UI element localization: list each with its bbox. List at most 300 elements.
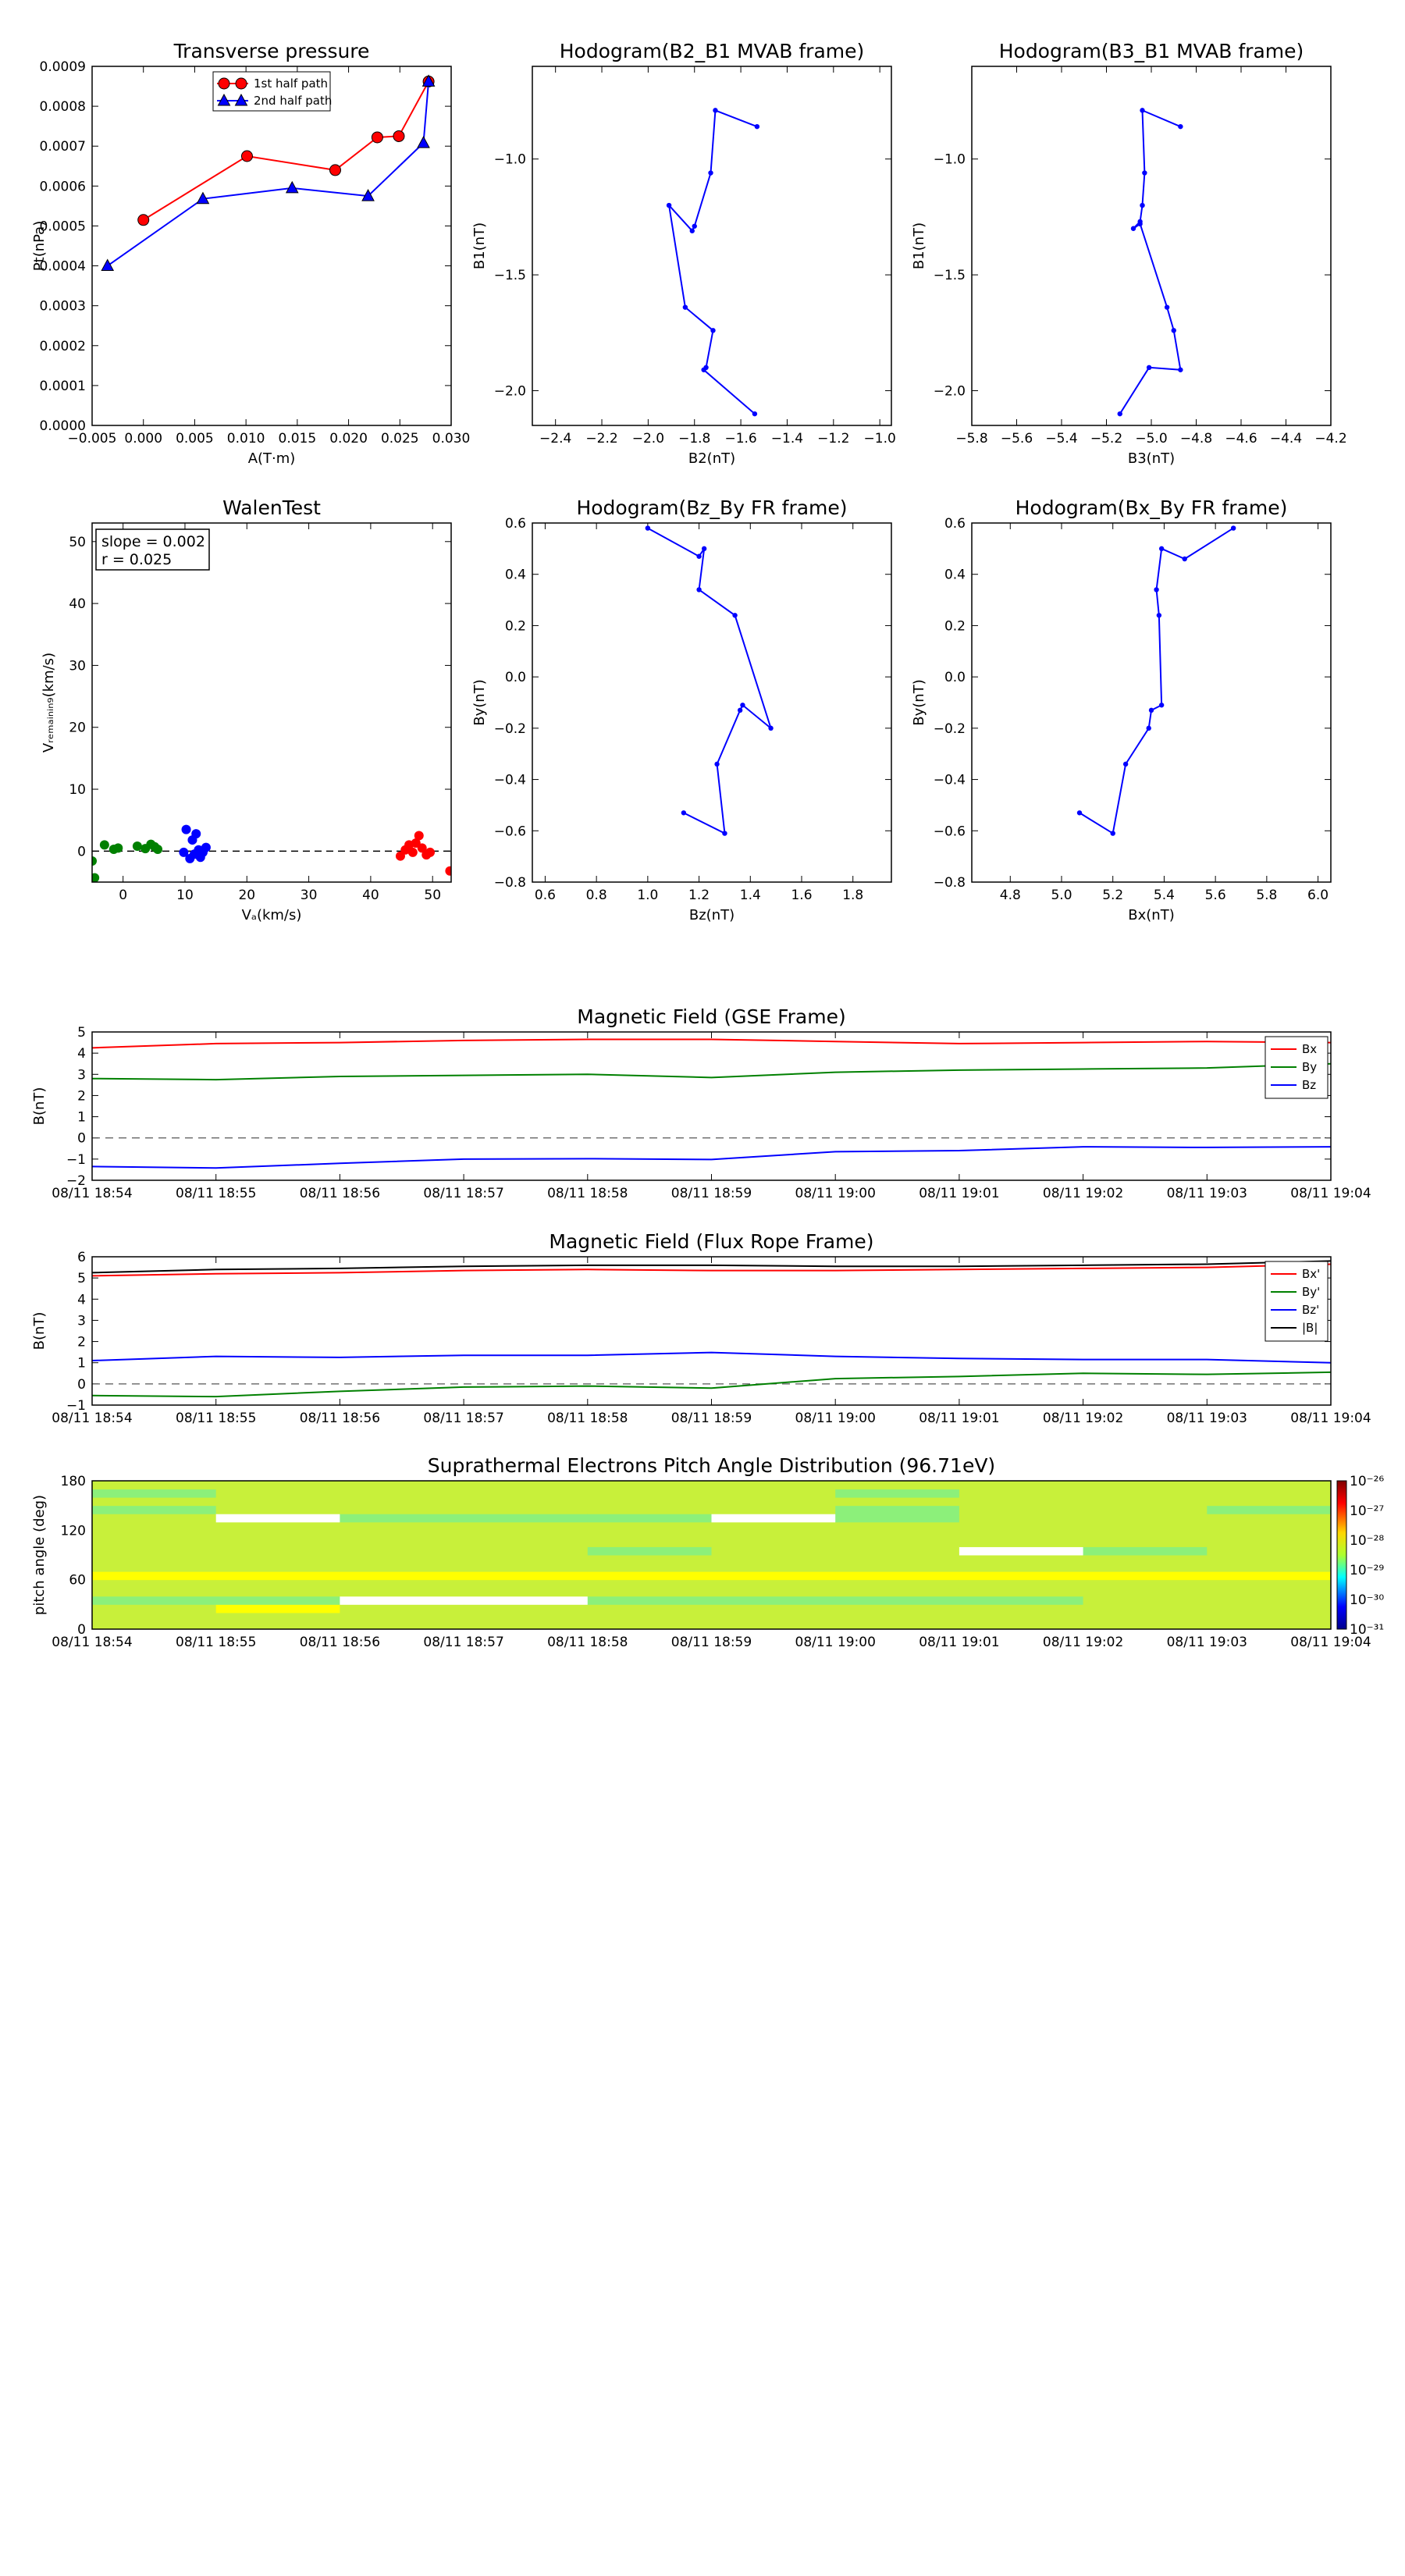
panel-8-heatmap-cell: [712, 1514, 836, 1522]
panel-8-heatmap-cell: [835, 1514, 959, 1522]
panel-0-point: [286, 182, 298, 193]
panel-4-title: Hodogram(Bz_By FR frame): [576, 496, 848, 519]
panel-5-xtick-label: 6.0: [1307, 888, 1329, 903]
panel-4-point: [738, 708, 742, 713]
panel-8-ytick-label: 120: [60, 1523, 86, 1539]
panel-2-ylabel: B1(nT): [911, 222, 927, 270]
panel-4-point: [740, 703, 745, 707]
panel-8-heatmap-cell: [216, 1564, 340, 1572]
panel-2-point: [1147, 365, 1151, 370]
panel-3-xtick-label: 30: [300, 888, 318, 903]
panel-6-ytick-label: 5: [77, 1025, 86, 1041]
panel-8-heatmap-cell: [216, 1497, 340, 1506]
panel-0-frame: [92, 66, 451, 425]
panel-2-xtick-label: −4.4: [1269, 431, 1303, 447]
panel-8-heatmap-cell: [712, 1596, 836, 1605]
panel-0-ytick-label: 0.0008: [39, 99, 86, 116]
panel-4-ylabel: By(nT): [471, 679, 488, 726]
panel-8-heatmap-cell: [92, 1497, 216, 1506]
panel-1-frame: [532, 66, 891, 425]
panel-8-heatmap-cell: [340, 1481, 464, 1489]
panel-4-ytick-label: 0.6: [504, 516, 526, 532]
panel-1-ytick-label: −1.5: [493, 268, 526, 284]
panel-8-heatmap-cell: [464, 1514, 588, 1522]
panel-8-xtick-label: 08/11 18:56: [299, 1635, 381, 1650]
panel-6-xtick-label: 08/11 18:55: [176, 1186, 257, 1201]
panel-1-xtick-label: −1.4: [770, 431, 804, 447]
panel-3-xtick-label: 10: [176, 888, 194, 903]
panel-8-heatmap-cell: [216, 1506, 340, 1514]
panel-8-heatmap-cell: [712, 1580, 836, 1589]
panel-7-xtick-label: 08/11 19:00: [795, 1411, 876, 1426]
panel-5-ytick-label: 0.0: [944, 670, 966, 686]
panel-8-colorbar-label: 10⁻²⁸: [1350, 1533, 1385, 1549]
panel-4-xtick-label: 1.4: [739, 888, 761, 903]
panel-2-point: [1140, 108, 1144, 112]
panel-8-xtick-label: 08/11 18:55: [176, 1635, 257, 1650]
panel-3-xtick-label: 50: [424, 888, 442, 903]
panel-8-heatmap-cell: [216, 1522, 340, 1531]
panel-8-heatmap-cell: [340, 1580, 464, 1589]
panel-8-heatmap-cell: [464, 1571, 588, 1580]
panel-8-heatmap-cell: [1207, 1522, 1331, 1531]
panel-3-frame: [92, 523, 451, 882]
panel-8-heatmap-cell: [959, 1564, 1083, 1572]
panel-8-heatmap-cell: [464, 1530, 588, 1539]
panel-2-ytick-label: −1.0: [933, 151, 966, 168]
panel-8-heatmap-cell: [712, 1564, 836, 1572]
panel-8-heatmap-cell: [712, 1621, 836, 1629]
panel-8-heatmap-cell: [959, 1571, 1083, 1580]
panel-3-series-2: [396, 831, 454, 876]
panel-8-heatmap-cell: [835, 1621, 959, 1629]
panel-8-heatmap-cell: [1207, 1489, 1331, 1498]
panel-0-xtick-label: 0.010: [226, 431, 265, 447]
panel-8-heatmap-cell: [959, 1588, 1083, 1596]
panel-5-xlabel: Bx(nT): [1128, 907, 1175, 923]
panel-5-ytick-label: −0.8: [933, 875, 966, 891]
panel-3-series-0: [87, 840, 162, 883]
panel-4-point: [722, 831, 727, 835]
panel-0-legend-marker: [219, 78, 229, 89]
panel-1-series-0: [667, 108, 759, 416]
panel-8-heatmap-cell: [464, 1564, 588, 1572]
panel-6-series-1-line: [92, 1064, 1331, 1080]
panel-7-xtick-label: 08/11 18:56: [299, 1411, 381, 1426]
panel-8-heatmap-cell: [835, 1489, 959, 1498]
panel-8-heatmap-cell: [340, 1613, 464, 1621]
panel-0-ytick-label: 0.0009: [39, 59, 86, 75]
panel-4-series-0: [646, 525, 774, 835]
panel-0-xlabel: A(T·m): [247, 450, 296, 467]
panel-8-heatmap-cell: [1207, 1596, 1331, 1605]
panel-1-ytick-label: −2.0: [493, 383, 526, 400]
panel-2-point: [1165, 304, 1169, 309]
panel-8-heatmap-cell: [92, 1546, 216, 1555]
panel-3-point: [445, 866, 454, 876]
panel-0-point: [393, 130, 404, 141]
panel-8-xtick-label: 08/11 19:04: [1290, 1635, 1371, 1650]
panel-3-point: [201, 843, 211, 852]
panel-2-ytick-label: −1.5: [933, 268, 966, 284]
panel-8-heatmap-cell: [712, 1613, 836, 1621]
panel-8-colorbar-label: 10⁻³⁰: [1350, 1592, 1385, 1608]
panel-4-point: [646, 525, 650, 530]
panel-7-xtick-label: 08/11 18:59: [670, 1411, 752, 1426]
panel-5-xtick-label: 5.8: [1256, 888, 1278, 903]
panel-0-xtick-label: 0.030: [432, 431, 471, 447]
panel-1-point: [752, 411, 757, 416]
panel-5-point: [1149, 708, 1154, 713]
panel-6-ytick-label: 1: [77, 1109, 86, 1126]
panel-5-point: [1157, 613, 1161, 617]
panel-5-ytick-label: −0.6: [933, 824, 966, 840]
panel-8-heatmap-cell: [959, 1613, 1083, 1621]
panel-5-ytick-label: −0.2: [933, 720, 966, 737]
panel-8-heatmap-cell: [588, 1571, 712, 1580]
panel-8-heatmap-cell: [1083, 1489, 1208, 1498]
panel-2-xtick-label: −5.8: [955, 431, 988, 447]
panel-8-heatmap-cell: [712, 1539, 836, 1547]
panel-1-xtick-label: −1.6: [724, 431, 757, 447]
panel-5-ytick-label: 0.2: [944, 618, 966, 635]
panel-3-ytick-label: 50: [69, 534, 86, 550]
panel-8-colorbar-label: 10⁻³¹: [1350, 1622, 1385, 1638]
panel-8-heatmap-cell: [1083, 1506, 1208, 1514]
panel-8-heatmap-cell: [1207, 1530, 1331, 1539]
panel-8-heatmap-cell: [340, 1596, 464, 1605]
panel-8-heatmap-cell: [959, 1522, 1083, 1531]
panel-4-ytick-label: −0.8: [493, 875, 526, 891]
panel-4-point: [681, 810, 686, 815]
panel-8-heatmap-cell: [464, 1555, 588, 1564]
panel-3-ytick-label: 20: [69, 720, 86, 736]
panel-4-point: [768, 726, 773, 731]
panel-3-title: WalenTest: [222, 496, 321, 519]
panel-6-xtick-label: 08/11 19:03: [1166, 1186, 1247, 1201]
panel-8-heatmap-cell: [464, 1604, 588, 1613]
panel-5-point: [1183, 557, 1187, 561]
panel-0-legend-label: 1st half path: [254, 76, 329, 91]
panel-8-heatmap-cell: [340, 1539, 464, 1547]
panel-8-heatmap-cell: [835, 1539, 959, 1547]
panel-8-heatmap-cell: [588, 1596, 712, 1605]
panel-8-heatmap-cell: [1083, 1564, 1208, 1572]
panel-6-xtick-label: 08/11 18:54: [52, 1186, 133, 1201]
panel-8-heatmap-cell: [340, 1555, 464, 1564]
panel-1-xlabel: B2(nT): [688, 450, 736, 467]
panel-8-heatmap-cell: [216, 1596, 340, 1605]
panel-8-heatmap-cell: [959, 1539, 1083, 1547]
panel-2-series-0: [1118, 108, 1183, 416]
panel-6-legend-label: Bz: [1302, 1078, 1317, 1092]
panel-8-heatmap-cell: [712, 1497, 836, 1506]
panel-8-heatmap-cell: [835, 1481, 959, 1489]
panel-3-series-1: [179, 825, 211, 863]
panel-8-heatmap-cell: [1207, 1497, 1331, 1506]
panel-5-point: [1077, 810, 1082, 815]
panel-2-point: [1178, 124, 1183, 129]
panel-7-ytick-label: 0: [77, 1376, 86, 1393]
panel-7-ytick-label: 4: [77, 1292, 86, 1308]
panel-2-xtick-label: −5.2: [1090, 431, 1123, 447]
panel-0-ytick-label: 0.0005: [39, 219, 86, 235]
panel-8-heatmap-cell: [1207, 1588, 1331, 1596]
panel-1-series-0-line: [669, 110, 757, 414]
panel-8-heatmap-cell: [1083, 1539, 1208, 1547]
panel-0-xtick-label: 0.020: [329, 431, 368, 447]
panel-8-heatmap-cell: [712, 1604, 836, 1613]
panel-8-heatmap-cell: [464, 1580, 588, 1589]
panel-2-xtick-label: −5.4: [1045, 431, 1078, 447]
panel-8-heatmap-cell: [340, 1489, 464, 1498]
panel-7-ytick-label: −1: [66, 1398, 86, 1414]
panel-4-frame: [532, 523, 891, 882]
panel-5-ytick-label: 0.4: [944, 567, 966, 583]
panel-6-ytick-label: 3: [77, 1067, 86, 1083]
panel-7-legend-label: Bx': [1302, 1267, 1321, 1281]
panel-8-heatmap-cell: [835, 1588, 959, 1596]
panel-3-xtick-label: 0: [119, 888, 128, 903]
panel-8-heatmap-cell: [464, 1621, 588, 1629]
panel-8-heatmap-cell: [1083, 1621, 1208, 1629]
panel-8-heatmap-cell: [959, 1530, 1083, 1539]
panel-8-heatmap-cell: [712, 1571, 836, 1580]
panel-8-heatmap-cell: [92, 1489, 216, 1498]
panel-7-legend-label: |B|: [1302, 1321, 1318, 1335]
panel-3-annotation-line: r = 0.025: [101, 551, 173, 568]
panel-8-heatmap-cell: [959, 1497, 1083, 1506]
panel-8-heatmap-cell: [1207, 1546, 1331, 1555]
panel-8-heatmap-cell: [835, 1596, 959, 1605]
panel-4-xtick-label: 0.8: [585, 888, 607, 903]
panel-3-point: [113, 843, 123, 852]
panel-1-xtick-label: −1.2: [817, 431, 850, 447]
panel-3-annotation-line: slope = 0.002: [101, 533, 205, 550]
panel-8-heatmap-cell: [588, 1530, 712, 1539]
panel-8-heatmap-cell: [92, 1571, 216, 1580]
panel-0-ytick-label: 0.0003: [39, 298, 86, 315]
panel-4-ytick-label: −0.4: [493, 772, 526, 788]
panel-8-heatmap-cell: [1083, 1514, 1208, 1522]
panel-8-heatmap-cell: [835, 1613, 959, 1621]
panel-1-point: [683, 304, 688, 309]
panel-8-ytick-label: 60: [69, 1572, 86, 1589]
panel-0-point: [372, 132, 382, 143]
panel-8-heatmap-cell: [464, 1497, 588, 1506]
panel-8-heatmap-cell: [959, 1621, 1083, 1629]
panel-1-xtick-label: −2.4: [539, 431, 572, 447]
panel-8-ylabel: pitch angle (deg): [31, 1494, 48, 1616]
panel-0-ytick-label: 0.0004: [39, 258, 86, 275]
panel-8-heatmap-cell: [712, 1546, 836, 1555]
panel-4-ytick-label: −0.6: [493, 824, 526, 840]
panel-5-series-0: [1077, 525, 1236, 835]
panel-8-heatmap-cell: [340, 1588, 464, 1596]
panel-6-ytick-label: 2: [77, 1088, 86, 1105]
panel-3-ytick-label: 10: [69, 782, 86, 799]
panel-8-heatmap-cell: [712, 1522, 836, 1531]
panel-7-xtick-label: 08/11 19:01: [919, 1411, 1000, 1426]
panel-3-ytick-label: 0: [77, 844, 86, 860]
panel-2-frame: [972, 66, 1331, 425]
panel-4-xtick-label: 1.2: [688, 888, 710, 903]
panel-7-series-2-line: [92, 1353, 1331, 1363]
panel-8-heatmap-cell: [1207, 1555, 1331, 1564]
panel-3-point: [414, 831, 424, 841]
panel-8-heatmap-cell: [712, 1555, 836, 1564]
panel-6-xtick-label: 08/11 19:04: [1290, 1186, 1371, 1201]
panel-4-point: [696, 554, 701, 559]
panel-5-ytick-label: 0.6: [944, 516, 966, 532]
panel-4-xtick-label: 1.0: [637, 888, 659, 903]
panel-0-xtick-label: 0.000: [124, 431, 163, 447]
panel-8-colorbar: [1337, 1481, 1346, 1629]
panel-7-ytick-label: 5: [77, 1271, 86, 1287]
panel-8-colorbar-label: 10⁻²⁷: [1350, 1503, 1385, 1519]
panel-7-ytick-label: 2: [77, 1334, 86, 1350]
panel-7-series-1-line: [92, 1372, 1331, 1397]
panel-8-heatmap-cell: [464, 1613, 588, 1621]
panel-8-heatmap-cell: [588, 1580, 712, 1589]
panel-8-heatmap-cell: [464, 1481, 588, 1489]
panel-1-point: [710, 328, 715, 333]
panel-8-heatmap-cell: [92, 1604, 216, 1613]
panel-5-point: [1159, 546, 1164, 551]
panel-8-heatmap-cell: [92, 1580, 216, 1589]
panel-5-title: Hodogram(Bx_By FR frame): [1015, 496, 1288, 519]
panel-5-point: [1147, 726, 1151, 731]
panel-2-point: [1137, 222, 1142, 226]
panel-8-ytick-label: 180: [60, 1474, 86, 1489]
panel-6-xtick-label: 08/11 18:59: [670, 1186, 752, 1201]
panel-7-xtick-label: 08/11 19:04: [1290, 1411, 1371, 1426]
panel-8-heatmap-cell: [92, 1514, 216, 1522]
panel-8-heatmap-cell: [92, 1539, 216, 1547]
panel-8-heatmap-cell: [959, 1580, 1083, 1589]
panel-3-xtick-label: 20: [238, 888, 256, 903]
panel-4-ytick-label: −0.2: [493, 720, 526, 737]
panel-7-xtick-label: 08/11 18:58: [547, 1411, 628, 1426]
panel-5-series-0-line: [1080, 528, 1233, 834]
panel-1-xtick-label: −2.0: [631, 431, 665, 447]
panel-8-heatmap-cell: [216, 1539, 340, 1547]
panel-6-legend-label: By: [1302, 1060, 1318, 1074]
panel-5-xtick-label: 5.6: [1204, 888, 1226, 903]
panel-8-heatmap-cell: [835, 1555, 959, 1564]
panel-8-heatmap-cell: [216, 1613, 340, 1621]
panel-6-title: Magnetic Field (GSE Frame): [577, 1005, 846, 1028]
panel-4-point: [732, 613, 737, 617]
panel-4-ytick-label: 0.2: [504, 618, 526, 635]
panel-3-point: [182, 825, 191, 834]
panel-0-point: [138, 215, 149, 226]
panel-8-heatmap-cell: [1207, 1580, 1331, 1589]
panel-6-xtick-label: 08/11 19:00: [795, 1186, 876, 1201]
panel-0-xtick-label: 0.015: [278, 431, 317, 447]
panel-8-heatmap-cell: [1207, 1506, 1331, 1514]
panel-8-xtick-label: 08/11 19:00: [795, 1635, 876, 1650]
panel-5-frame: [972, 523, 1331, 882]
panel-1-xtick-label: −2.2: [585, 431, 618, 447]
panel-8-heatmap-cell: [1207, 1621, 1331, 1629]
panel-8-heatmap-cell: [1083, 1555, 1208, 1564]
panel-7-xtick-label: 08/11 18:55: [176, 1411, 257, 1426]
panel-8-heatmap-cell: [588, 1555, 712, 1564]
panel-8-colorbar-label: 10⁻²⁶: [1350, 1474, 1385, 1489]
panel-8-heatmap-cell: [216, 1514, 340, 1522]
panel-8-heatmap-cell: [464, 1539, 588, 1547]
panel-1-point: [692, 224, 697, 229]
panel-8-heatmap-cell: [340, 1497, 464, 1506]
panel-8-heatmap-cell: [92, 1621, 216, 1629]
panel-5-xtick-label: 5.0: [1051, 888, 1072, 903]
panel-1-ytick-label: −1.0: [493, 151, 526, 168]
panel-8-heatmap-cell: [1083, 1481, 1208, 1489]
panel-4-point: [702, 546, 706, 551]
panel-8-heatmap-cell: [588, 1489, 712, 1498]
panel-8-heatmap-cell: [92, 1506, 216, 1514]
panel-1-xtick-label: −1.0: [863, 431, 896, 447]
panel-6-series-0-line: [92, 1040, 1331, 1048]
panel-8-heatmap-cell: [1207, 1604, 1331, 1613]
panel-0-ytick-label: 0.0001: [39, 378, 86, 394]
panel-8-heatmap-cell: [340, 1621, 464, 1629]
panel-8-heatmap-cell: [1083, 1546, 1208, 1555]
panel-4-xtick-label: 1.8: [842, 888, 864, 903]
panel-5-xtick-label: 5.4: [1153, 888, 1175, 903]
panel-1-ylabel: B1(nT): [471, 222, 488, 270]
panel-8-heatmap-cell: [835, 1580, 959, 1589]
panel-8-heatmap-cell: [340, 1530, 464, 1539]
panel-0-ytick-label: 0.0002: [39, 338, 86, 354]
panel-8-heatmap-cell: [1083, 1530, 1208, 1539]
panel-8-heatmap-cell: [588, 1588, 712, 1596]
panel-7-xtick-label: 08/11 18:54: [52, 1411, 133, 1426]
panel-8-heatmap-cell: [340, 1522, 464, 1531]
panel-8-heatmap-cell: [1207, 1613, 1331, 1621]
panel-8-xtick-label: 08/11 18:57: [423, 1635, 504, 1650]
panel-5-xtick-label: 4.8: [999, 888, 1021, 903]
panel-8-heatmap-cell: [464, 1489, 588, 1498]
panel-0-xtick-label: −0.005: [67, 431, 117, 447]
panel-1-point: [708, 170, 713, 175]
panel-8-heatmap-cell: [216, 1604, 340, 1613]
panel-6-ytick-label: −1: [66, 1151, 86, 1168]
panel-8-heatmap-cell: [712, 1530, 836, 1539]
panel-8-heatmap-cell: [1207, 1564, 1331, 1572]
panel-1-point: [690, 229, 695, 233]
panel-7-title: Magnetic Field (Flux Rope Frame): [549, 1230, 874, 1253]
panel-0-ytick-label: 0.0007: [39, 139, 86, 155]
panel-8-heatmap-cell: [835, 1530, 959, 1539]
panel-8-heatmap-cell: [835, 1497, 959, 1506]
panel-0-ylabel: Pt(nPa): [31, 220, 48, 272]
panel-8-xtick-label: 08/11 19:01: [919, 1635, 1000, 1650]
panel-7-ylabel: B(nT): [31, 1311, 48, 1350]
panel-2-xtick-label: −5.6: [1000, 431, 1033, 447]
panel-2-xtick-label: −4.6: [1225, 431, 1257, 447]
panel-8-heatmap-cell: [340, 1604, 464, 1613]
panel-2-point: [1178, 368, 1183, 372]
panel-6-xtick-label: 08/11 18:58: [547, 1186, 628, 1201]
panel-4-ytick-label: 0.0: [504, 670, 526, 686]
panel-3-xlabel: Vₐ(km/s): [241, 907, 302, 923]
panel-8-heatmap-cell: [464, 1596, 588, 1605]
panel-7-legend-label: Bz': [1302, 1303, 1320, 1317]
panel-8-heatmap-cell: [1083, 1596, 1208, 1605]
panel-3-point: [90, 873, 99, 882]
